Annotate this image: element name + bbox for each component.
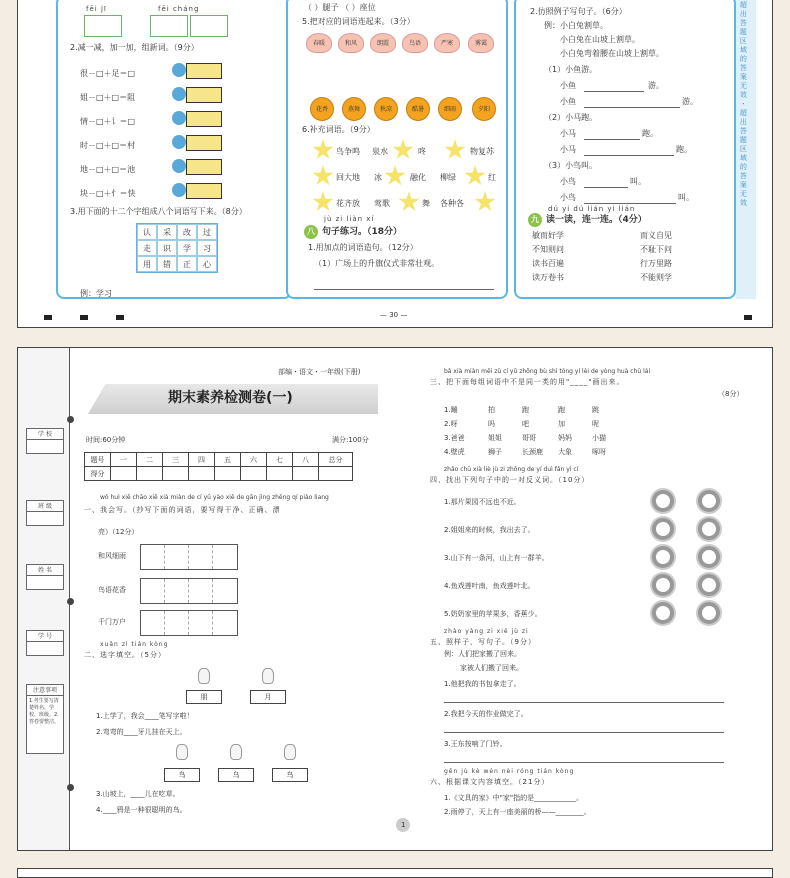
sec5-pinyin: zhào yàng zi xiě jù zi [444,628,529,635]
sec5-title: 五、照样子，写句子。（9分） [430,638,536,646]
writing-grid-a [84,15,122,37]
q6-word: 舞 [422,199,430,208]
student-id-label: 学 号 [27,631,63,642]
score-header: 四 [189,453,215,467]
sec3-row: 1.蹦 [444,406,458,414]
answer-line [314,289,494,290]
right-item: （3）小鸟叫。 [544,161,598,170]
sec8-q1a: （1）广场上的升旗仪式非常壮观。 [314,259,440,268]
binding-hole [67,416,74,423]
middle-top-line: （ ）腿子 （ ）座位 [304,3,376,12]
page-number: 1 [401,821,406,829]
grid-char: 采 [157,224,177,240]
sec5-item: 3.王东按响了门铃。 [444,740,507,748]
answer-box-6[interactable] [186,183,222,199]
book-header: 部编・语文・一年级(下册) [278,368,361,376]
answer-line[interactable] [584,107,680,108]
grid-char: 正 [177,256,197,272]
q6-word: 各种各 [440,199,464,208]
sec9-title: 读一读，连一连。（4分） [546,215,647,225]
score-header: 总分 [319,453,353,467]
sec2-title: 二、选字填空。（5分） [84,651,166,659]
right-item: 游。 [648,81,664,90]
score-cell[interactable] [293,467,319,481]
answer-line[interactable] [444,702,724,703]
score-header: 二 [137,453,163,467]
sec3-word[interactable]: 长颈鹿 [522,448,543,456]
pinyin-feichang: fēi cháng [158,5,200,13]
rabbit-icon [230,744,242,760]
flower-answer[interactable] [698,518,720,540]
sec3-title: 三、把下面每组词语中不是同一类的用"____"画出来。 [430,378,625,386]
sec5-item: 1.他把我的书包拿走了。 [444,680,521,688]
char-card[interactable]: 鸟 [272,768,308,782]
sec4-pinyin: zhǎo chū xià liè jù zi zhōng de yí duì fǎn yì cí [444,466,579,473]
answer-line[interactable] [584,187,628,188]
peach-word[interactable]: 雾霭 [468,33,494,53]
exam-title: 期末素养检测卷(一) [168,390,293,406]
peach-word[interactable]: 严寒 [434,33,460,53]
flower-answer[interactable] [698,574,720,596]
match-right[interactable]: 行万里路 [640,259,672,268]
notes-box [26,684,64,754]
full-score: 满分:100分 [332,436,369,444]
char-card[interactable]: 朋 [186,690,222,704]
sec9-pinyin: dú yi dú lián yi lián [548,205,636,213]
sec3-word[interactable]: 拍 [488,406,495,414]
right-item: 叫。 [678,193,694,202]
sec2-q1: 1.上学了，我会____笔写字啦！ [96,712,194,720]
sec6-item: 1.《文具的家》中"家"指的是____________。 [444,794,584,802]
corner-mark [116,315,124,320]
q6-title: 6.补充词语。（9分） [302,125,375,134]
binding-hole [67,784,74,791]
score-header: 七 [267,453,293,467]
sec9-number: 九 [528,213,542,227]
peach-word[interactable]: 和风 [338,33,364,53]
writing-grid-c [190,15,228,37]
answer-box-1[interactable] [186,63,222,79]
sec4-title: 四、找出下列句子中的一对反义词。（10分） [430,476,590,484]
match-left[interactable]: 读书百遍 [532,259,564,268]
orange-word[interactable]: 花香 [310,97,334,121]
score-cell[interactable] [163,467,189,481]
right-item: 小鱼 [560,81,576,90]
sec3-word[interactable]: 呢 [592,420,599,428]
q6-word: 回大地 [336,173,360,182]
score-header: 六 [241,453,267,467]
sec3-points: （8分） [718,390,744,398]
q6-word: 鸟争鸣 [336,147,360,156]
flower-answer[interactable] [652,602,674,624]
sec3-word[interactable]: 哥哥 [522,434,536,442]
q6-word: 柳绿 [440,173,456,182]
class-field[interactable] [26,500,64,526]
match-left[interactable]: 敏而好学 [532,231,564,240]
sec3-word[interactable]: 跳 [592,406,599,414]
answer-line[interactable] [444,762,724,763]
rabbit-icon [262,668,274,684]
school-label: 学 校 [27,429,63,440]
score-cell[interactable] [241,467,267,481]
answer-box-4[interactable] [186,135,222,151]
sec8-number: 八 [304,225,318,239]
sec8-q1: 1.用加点的词语造句。（12分） [308,243,418,252]
char-card[interactable]: 月 [250,690,286,704]
grid-char: 改 [177,224,197,240]
corner-mark [744,315,752,320]
sec1-word: 千门万户 [98,618,126,626]
match-left[interactable]: 不知则问 [532,245,564,254]
answer-line[interactable] [584,91,644,92]
q6-word: 花齐放 [336,199,360,208]
answer-line[interactable] [584,139,640,140]
sec3-word[interactable]: 吧 [522,420,529,428]
q2-row-3: 情－□＋讠＝□ [80,117,136,126]
bird-icon [172,63,186,77]
flower-answer[interactable] [652,546,674,568]
q2-row-4: 时－□＋□＝村 [80,141,136,150]
sec6-title: 六、根据课文内容填空。（21分） [430,778,550,786]
right-item: （1）小鱼游。 [544,65,598,74]
q6-word: 莺歌 [374,199,390,208]
sec1-pinyin: wǒ huì xiě chāo xiě xià miàn de cí yǔ yào xiě de gān jìng zhěng qí piào liang [100,494,329,501]
sec6-item: 2.雨停了，天上有一座美丽的桥——________。 [444,808,591,816]
score-cell[interactable] [215,467,241,481]
side-note: 超出答题区域的答案无效・超出答题区域的答案无效 [739,1,748,208]
sec4-item: 5.奶奶家里的苹果多，香蕉少。 [444,610,542,618]
peach-word[interactable]: 春暖 [306,33,332,53]
sec3-row: 2.呀 [444,420,458,428]
score-cell[interactable] [189,467,215,481]
score-cell[interactable] [111,467,137,481]
rabbit-icon [176,744,188,760]
answer-box-3[interactable] [186,111,222,127]
char-card[interactable]: 乌 [218,768,254,782]
right-item: 叫。 [630,177,646,186]
copy-grid[interactable] [140,578,238,604]
q6-word: 融化 [410,173,426,182]
sec1-title-cont: 亮）（12分） [98,528,139,536]
sec3-word[interactable]: 跑 [558,406,565,414]
class-label: 班 级 [27,501,63,512]
answer-line[interactable] [444,732,724,733]
q2-row-1: 很－□＋足＝□ [80,69,136,78]
answer-box-5[interactable] [186,159,222,175]
sec5-item: 2.我把今天的作业做完了。 [444,710,528,718]
right-item: 小鸟 [560,177,576,186]
q3-title: 3.用下面的十二个字组成八个词语写下来。（8分） [70,207,247,216]
sec3-pinyin: bǎ xià miàn měi zǔ cí yǔ zhōng bù shì tóng yí lèi de yòng huà chū lái [444,368,651,375]
writing-grid-b [150,15,188,37]
grid-char: 认 [137,224,157,240]
sec4-item: 4.鱼戏莲叶南，鱼戏莲叶北。 [444,582,535,590]
sec2-q4: 4.____鸦是一种很聪明的鸟。 [96,806,187,814]
q6-word: 泉水 [372,147,388,156]
grid-char: 走 [137,240,157,256]
character-grid [136,223,218,273]
sec3-word[interactable]: 小猫 [592,434,606,442]
orange-word[interactable]: 酷暑 [406,97,430,121]
answer-box-2[interactable] [186,87,222,103]
flower-answer[interactable] [698,546,720,568]
corner-mark [80,315,88,320]
flower-answer[interactable] [698,490,720,512]
answer-line[interactable] [584,155,674,156]
score-cell[interactable] [137,467,163,481]
sec2-q3: 3.山坡上，____儿在吃草。 [96,790,180,798]
sec8-pinyin: jù zi liàn xí [324,215,375,223]
right-example-1: 例：小白兔割草。 [544,21,608,30]
sec3-word[interactable]: 吗 [488,420,495,428]
sec2-pinyin: xuǎn zì tián kòng [100,641,169,648]
bird-icon [172,87,186,101]
page-footer: — 30 — [380,311,408,319]
name-label: 姓 名 [27,565,63,576]
sec4-item: 2.姐姐来的时候，我出去了。 [444,526,535,534]
sec3-word[interactable]: 跑 [522,406,529,414]
student-id-field[interactable] [26,630,64,656]
bird-icon [172,183,186,197]
sec3-word[interactable]: 狮子 [488,448,502,456]
flower-answer[interactable] [698,602,720,624]
grid-char: 心 [197,256,217,272]
sec3-word[interactable]: 啄呀 [592,448,606,456]
right-q2: 2.仿照例子写句子。（6分） [530,7,627,16]
notes-title: 注意事项 [27,685,63,696]
orange-word[interactable]: 燕舞 [342,97,366,121]
pinyin-feiji: fēi jī [86,5,107,13]
orange-word[interactable]: 细雨 [438,97,462,121]
score-header: 题号 [85,453,111,467]
exam-time: 时间:60分钟 [86,436,126,444]
right-item: 游。 [682,97,698,106]
score-header: 三 [163,453,189,467]
score-header: 五 [215,453,241,467]
next-page-edge [17,868,773,878]
score-header: 八 [293,453,319,467]
right-example-2: 小白兔在山坡上割草。 [560,35,640,44]
sec2-q2: 2.弯弯的____牙儿挂在天上。 [96,728,187,736]
right-item: 小马 [560,145,576,154]
copy-grid[interactable] [140,610,238,636]
bird-icon [172,135,186,149]
sec3-word[interactable]: 妈妈 [558,434,572,442]
sec4-item: 1.那片果园不远也不近。 [444,498,521,506]
sec1-title: 一、我会写。（抄写下面的词语，要写得干净、正确、漂 [84,506,281,514]
binding-strip [18,348,70,850]
char-card[interactable]: 鸟 [164,768,200,782]
peach-word[interactable]: 朗霞 [370,33,396,53]
match-left[interactable]: 读万卷书 [532,273,564,282]
q2-row-6: 块－□＋忄＝快 [80,189,136,198]
sec5-example-1: 例：人们把家搬了回来。 [444,650,521,658]
score-row-label: 得分 [85,467,111,481]
rabbit-icon [198,668,210,684]
flower-answer[interactable] [652,574,674,596]
q6-word: 红 [488,173,496,182]
sec1-word: 和风细雨 [98,552,126,560]
right-item: 小鸟 [560,193,576,202]
grid-char: 错 [157,256,177,272]
sec5-example-2: 家被人们搬了回来。 [460,664,523,672]
grid-char: 学 [177,240,197,256]
flower-answer[interactable] [652,490,674,512]
top-page [17,0,773,328]
right-item: （2）小马跑。 [544,113,598,122]
sec1-word: 鸟语花香 [98,586,126,594]
grid-char: 习 [197,240,217,256]
sec3-word[interactable]: 加 [558,420,565,428]
grid-char: 用 [137,256,157,272]
grid-char: 过 [197,224,217,240]
right-item: 跑。 [642,129,658,138]
sec3-word[interactable]: 大象 [558,448,572,456]
corner-mark [44,315,52,320]
rabbit-icon [284,744,296,760]
peach-word[interactable]: 鸟语 [402,33,428,53]
q6-word: 物复苏 [470,147,494,156]
flower-answer[interactable] [652,518,674,540]
bird-icon [172,159,186,173]
sec6-pinyin: gēn jù kè wén nèi róng tián kòng [444,768,575,775]
answer-line[interactable] [584,203,676,204]
score-cell[interactable] [267,467,293,481]
bird-icon [172,111,186,125]
bottom-page [17,347,773,851]
sec8-title: 句子练习。（18分） [322,227,403,237]
sec3-row: 3.爸爸 [444,434,465,442]
school-field[interactable] [26,428,64,454]
q6-word: 咚 [418,147,426,156]
score-header: 一 [111,453,137,467]
notes-body: 1.考生要写清楚姓名、学校、班级。2.答卷要整洁。 [29,698,60,725]
sec3-word[interactable]: 姐姐 [488,434,502,442]
right-example-3: 小白兔弯着腰在山坡上割草。 [560,49,664,58]
right-item: 跑。 [676,145,692,154]
q3-example: 例：学习 [80,289,112,298]
orange-word[interactable]: 夕阳 [472,97,496,121]
binding-hole [67,598,74,605]
match-right[interactable]: 不耻下问 [640,245,672,254]
orange-word[interactable]: 秋凉 [374,97,398,121]
q2-row-2: 姐－□＋□＝阻 [80,93,136,102]
right-item: 小鱼 [560,97,576,106]
score-table [84,452,353,481]
q2-title: 2.减一减，加一加，组新词。（9分） [70,43,199,52]
sec3-row: 4.壁虎 [444,448,465,456]
sec4-item: 3.山下有一条河，山上有一群羊。 [444,554,549,562]
q6-word: 冰 [374,173,382,182]
grid-char: 识 [157,240,177,256]
name-field[interactable] [26,564,64,590]
copy-grid[interactable] [140,544,238,570]
match-right[interactable]: 不能则学 [640,273,672,282]
q2-row-5: 地－□＋□＝池 [80,165,136,174]
right-item: 小马 [560,129,576,138]
score-cell[interactable] [319,467,353,481]
match-right[interactable]: 而义自见 [640,231,672,240]
q5-title: 5.把对应的词语连起来。（3分） [302,17,415,26]
